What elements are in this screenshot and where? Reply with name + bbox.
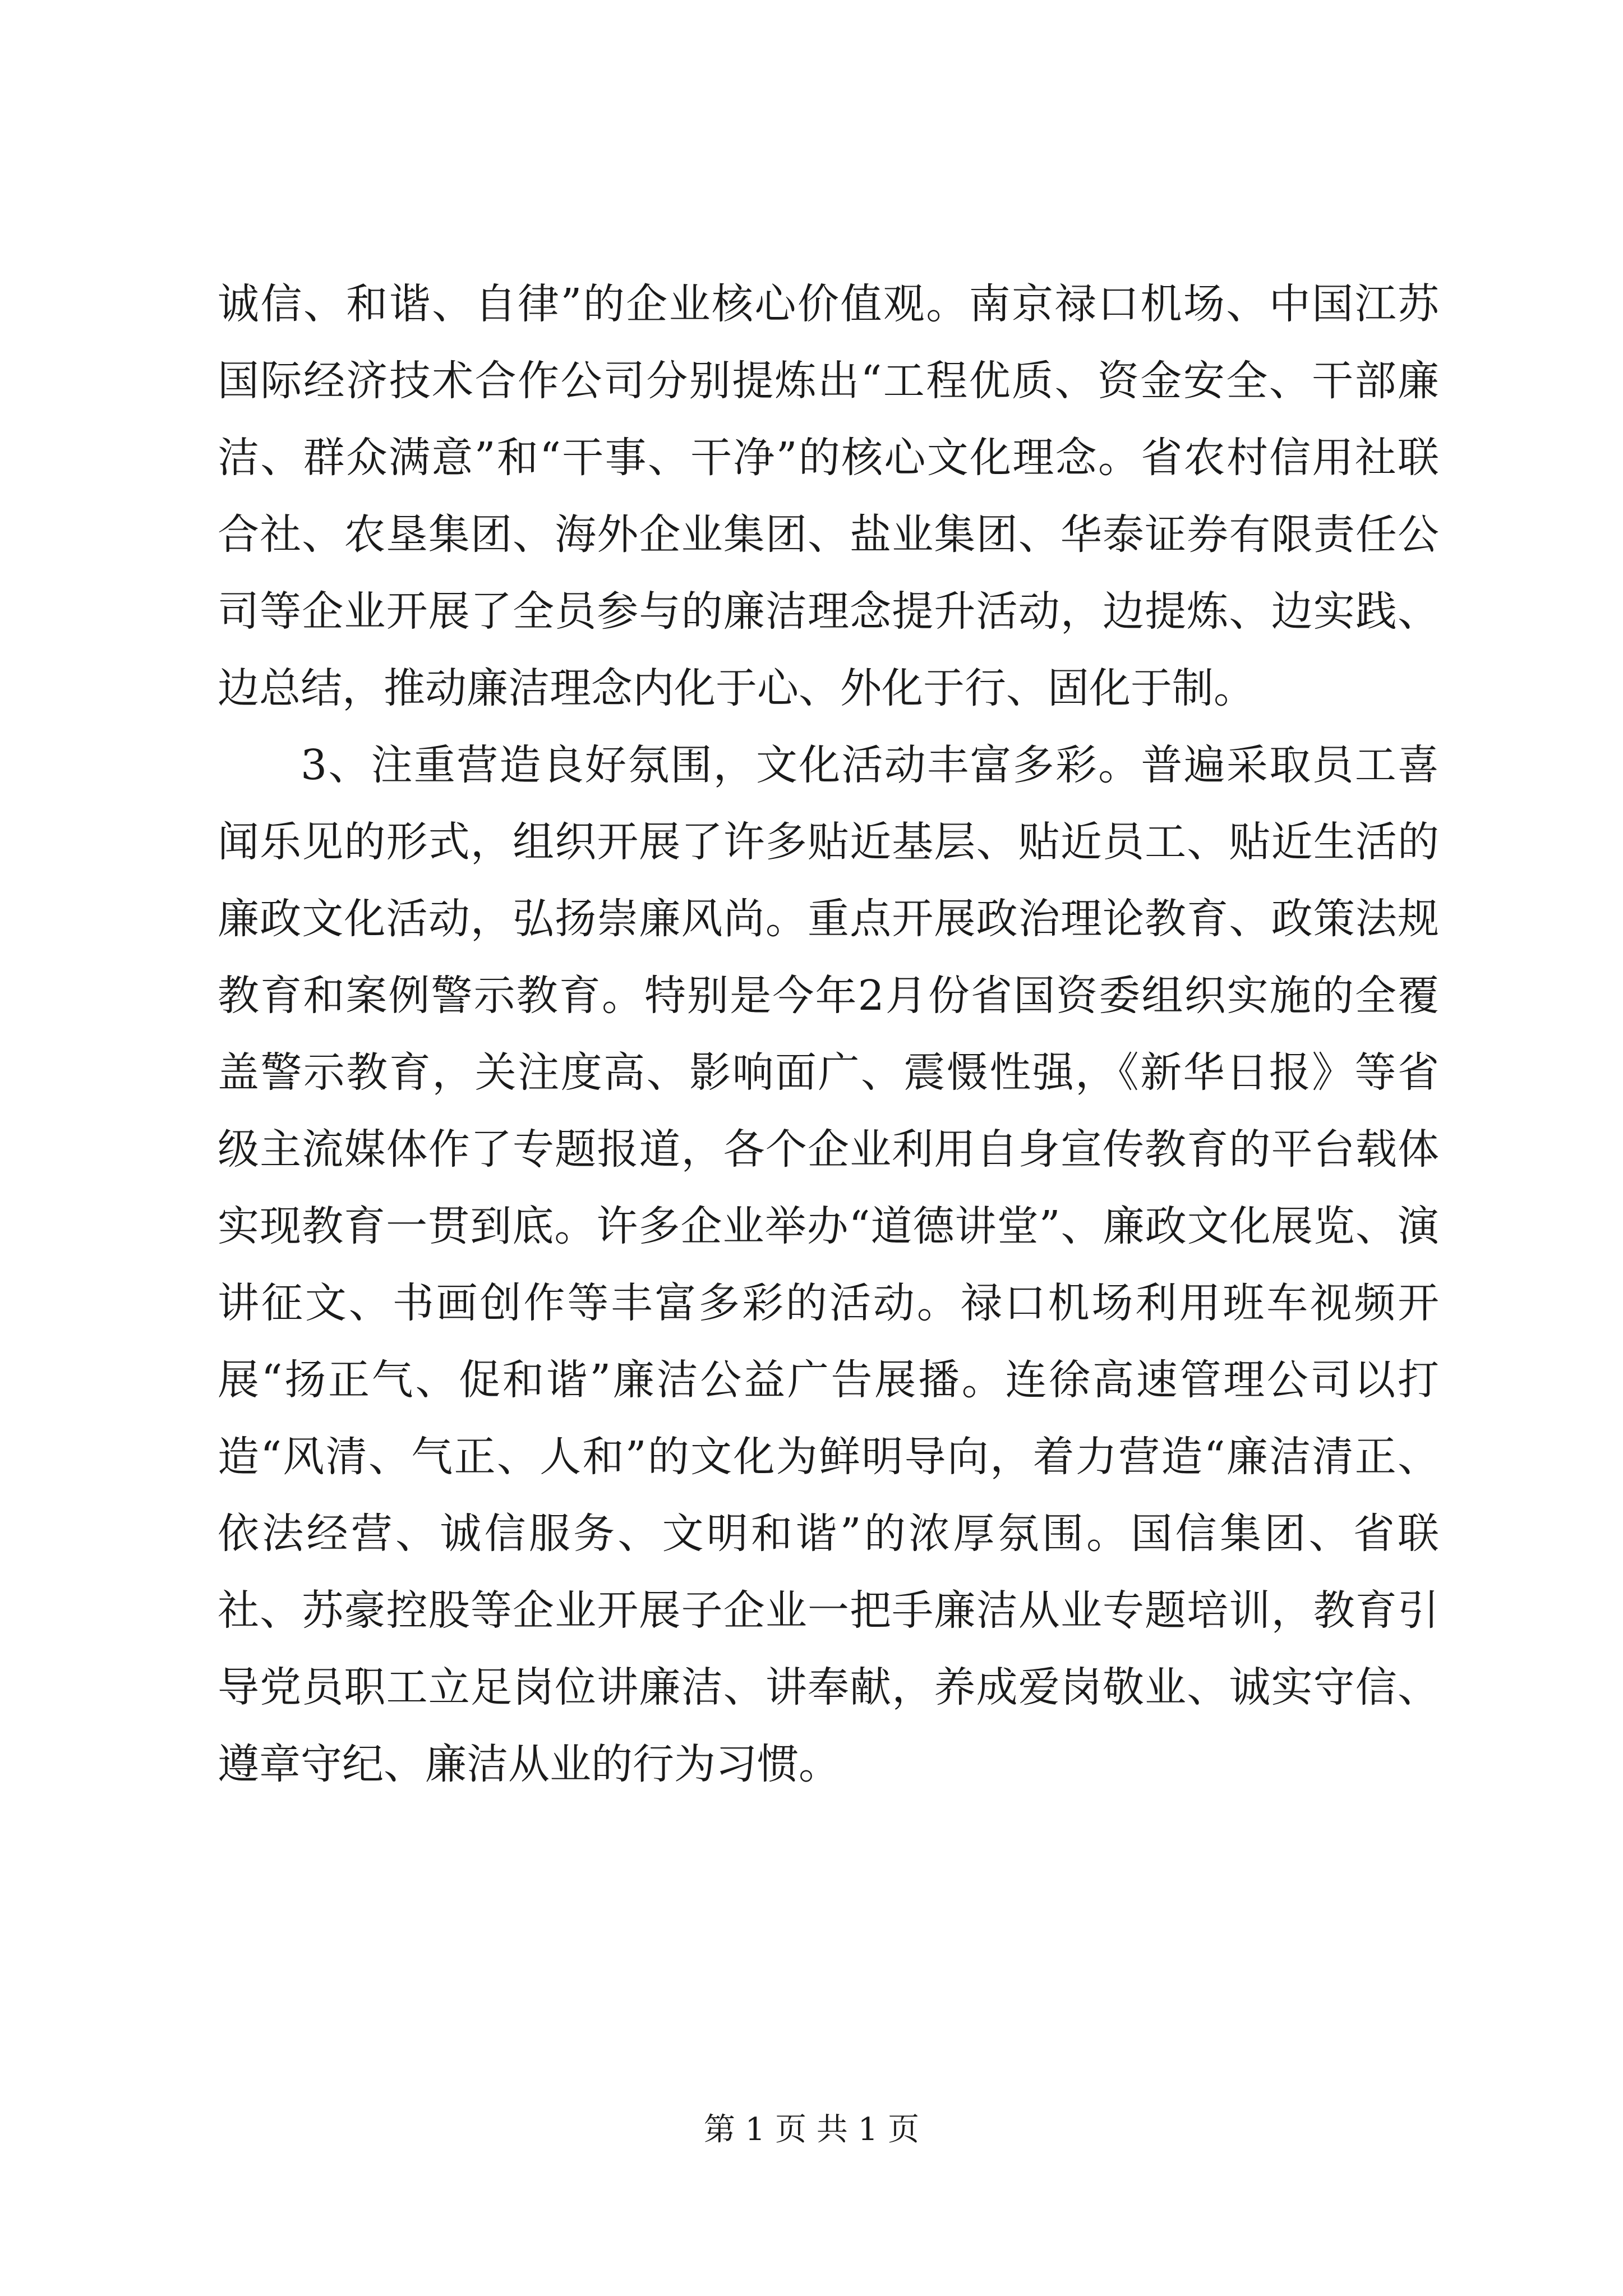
paragraph-2: 3、注重营造良好氛围，文化活动丰富多彩。普遍采取员工喜闻乐见的形式，组织开展了许多贴近基层、贴近员工、贴近生活的廉政文化活动，弘扬崇廉风尚。重点开展政治理论教育、政策法规教育和案例警示教育。特别是今年2月份省国资委组织实施的全覆盖警示教育，关注度高、影响面广、震慑性强，《新华日报》等省级主流媒体作了专题报道，各个企业利用自身宣传教育的平台载体实现教育一贯到底。许多企业举办“道德讲堂”、廉政文化展览、演讲征文、书画创作等丰富多彩的活动。禄口机场利用班车视频开展“扬正气、促和谐”廉洁公益广告展播。连徐高速管理公司以打造“风清、气正、人和”的文化为鲜明导向，着力营造“廉洁清正、依法经营、诚信服务、文明和谐”的浓厚氛围。国信集团、省联社、苏豪控股等企业开展子企业一把手廉洁从业专题培训，教育引导党员职工立足岗位讲廉洁、讲奉献，养成爱岗敬业、诚实守信、遵章守纪、廉洁从业的行为习惯。 (218, 741, 1439, 1788)
page-footer: 第 1 页 共 1 页 (703, 2111, 920, 2148)
document-body (218, 266, 1439, 1803)
paragraph-1: 诚信、和谐、自律”的企业核心价值观。南京禄口机场、中国江苏国际经济技术合作公司分别提炼出“工程优质、资金安全、干部廉洁、群众满意”和“干事、干净”的核心文化理念。省农村信用社联合社、农垦集团、海外企业集团、盐业集团、华泰证券有限责任公司等企业开展了全员参与的廉洁理念提升活动，边提炼、边实践、边总结，推动廉洁理念内化于心、外化于行、固化于制。 (218, 280, 1439, 712)
